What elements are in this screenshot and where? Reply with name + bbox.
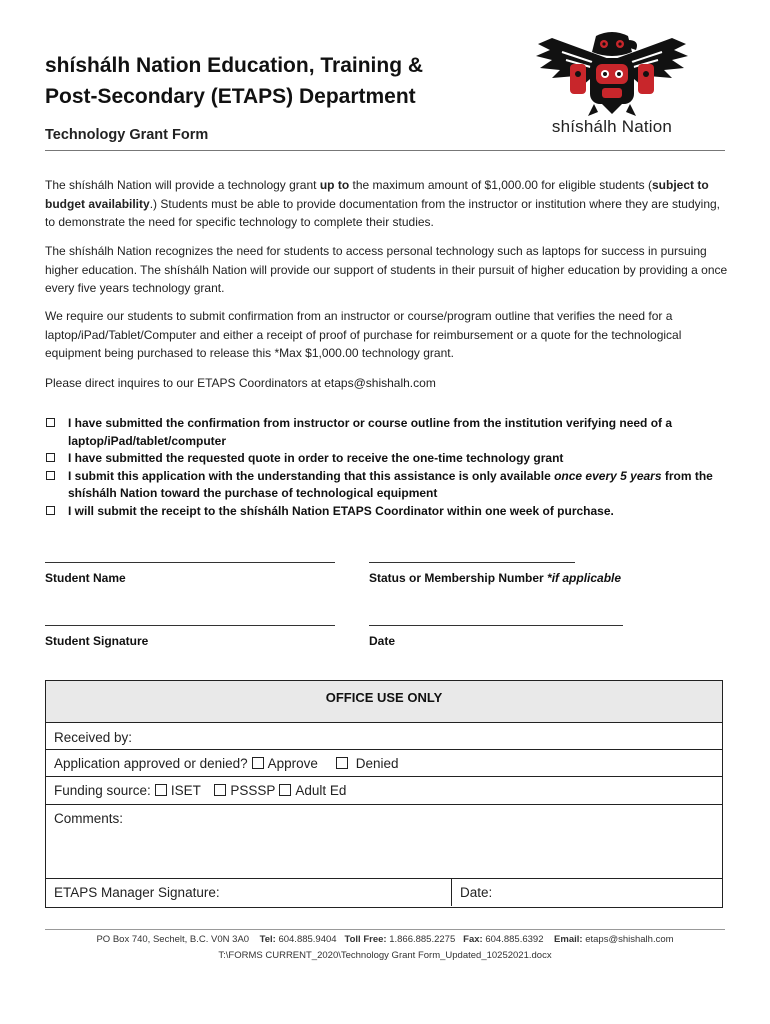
checklist-item-label: I have submitted the confirmation from instructor or course outline from the institution verifying need of a laptop/iPad/tablet/computer bbox=[68, 416, 673, 448]
checklist-item bbox=[45, 503, 735, 521]
intro-emphasis-upto: up to bbox=[319, 178, 350, 192]
received-by-row bbox=[46, 722, 722, 750]
intro-paragraph bbox=[45, 176, 730, 232]
footer-tollfree: 1.866.885.2275 bbox=[389, 934, 456, 945]
approve-checkbox[interactable] bbox=[252, 757, 264, 769]
office-date-label[interactable]: Date: bbox=[460, 885, 493, 900]
checklist-item bbox=[45, 468, 735, 503]
footer-tel: 604.885.9404 bbox=[278, 934, 337, 945]
checkbox[interactable] bbox=[46, 453, 55, 462]
denied-checkbox[interactable] bbox=[336, 757, 348, 769]
psssp-checkbox[interactable] bbox=[214, 784, 226, 796]
intro-text-3: .) Students must be able to provide documentation from the instructor or institution where they are studying, to demonstrate the need for specific technology to complete their studies. bbox=[45, 196, 721, 229]
student-signature-label: Student Signature bbox=[45, 634, 149, 648]
approval-row bbox=[46, 750, 722, 777]
page-title bbox=[45, 50, 485, 112]
approve-label: Approve bbox=[267, 756, 318, 771]
checklist-item-label: I submit this application with the understanding that this assistance is only available bbox=[68, 468, 555, 483]
footer-address: PO Box 740, Sechelt, B.C. V0N 3A0 bbox=[96, 934, 250, 945]
declaration-checklist bbox=[45, 415, 735, 520]
adult-ed-checkbox[interactable] bbox=[279, 784, 291, 796]
recognition-paragraph: The shíshálh Nation recognizes the need for students to access personal technology such as laptops for success in pursuing higher education. The shíshálh Nation will provide our support of students in their pursuit of higher education by providing a once every five years technology grant. bbox=[45, 244, 728, 295]
comments-label: Comments: bbox=[54, 811, 124, 826]
footer-email[interactable]: etaps@shishalh.com bbox=[585, 934, 674, 945]
iset-label: ISET bbox=[170, 783, 201, 798]
manager-signature-label[interactable]: ETAPS Manager Signature: bbox=[54, 885, 220, 900]
denied-label: Denied bbox=[355, 756, 399, 771]
funding-row bbox=[46, 777, 722, 805]
checklist-item bbox=[45, 415, 735, 450]
footer-divider bbox=[45, 929, 725, 930]
form-name: Technology Grant Form bbox=[45, 127, 209, 143]
student-name-line[interactable] bbox=[45, 562, 335, 563]
logo-wordmark: shíshálh Nation bbox=[551, 117, 673, 136]
intro-text-2: the maximum amount of $1,000.00 for eligible students ( bbox=[349, 178, 652, 192]
date-line[interactable] bbox=[369, 625, 623, 626]
intro-emphasis-budget: subject to budget availability bbox=[45, 178, 709, 211]
status-number-line[interactable] bbox=[369, 562, 575, 563]
psssp-label: PSSSP bbox=[230, 783, 276, 798]
footer-filepath: T:\FORMS CURRENT_2020\Technology Grant Form_Updated_10252021.docx bbox=[218, 950, 552, 961]
checklist-item bbox=[45, 450, 735, 468]
checkbox[interactable] bbox=[46, 471, 55, 480]
status-number-note: *if applicable bbox=[547, 571, 622, 585]
checkbox[interactable] bbox=[46, 506, 55, 515]
status-number-label bbox=[369, 571, 621, 585]
footer-fax: 604.885.6392 bbox=[485, 934, 544, 945]
signature-date-divider bbox=[451, 879, 452, 906]
contact-paragraph: Please direct inquires to our ETAPS Coordinators at etaps@shishalh.com bbox=[45, 376, 436, 390]
header-divider bbox=[45, 150, 725, 151]
status-number-text: Status or Membership Number bbox=[369, 571, 548, 585]
student-signature-line[interactable] bbox=[45, 625, 335, 626]
adult-ed-label: Adult Ed bbox=[295, 783, 347, 798]
footer-email-label: Email: bbox=[554, 934, 583, 945]
date-label: Date bbox=[369, 634, 396, 648]
requirements-paragraph: We require our students to submit confirmation from an instructor or course/program outline that verifies the need for a laptop/iPad/Tablet/Computer and either a receipt of proof of purchase for reimbursement or a quote for the technological equipment being purchased to release this *Max $1,000.00 technology grant. bbox=[45, 309, 682, 360]
funding-label: Funding source: bbox=[54, 783, 151, 798]
footer-fax-label: Fax: bbox=[463, 934, 483, 945]
approval-question: Application approved or denied? bbox=[54, 756, 248, 771]
office-use-heading: OFFICE USE ONLY bbox=[46, 681, 722, 723]
footer-tel-label: Tel: bbox=[259, 934, 276, 945]
footer-tollfree-label: Toll Free: bbox=[344, 934, 387, 945]
student-name-label: Student Name bbox=[45, 571, 126, 585]
checklist-item-label: I will submit the receipt to the shíshálh Nation ETAPS Coordinator within one week of purchase. bbox=[68, 503, 614, 518]
checklist-item-label: from the shíshálh Nation toward the purchase of technological equipment bbox=[68, 468, 713, 500]
title-line-2: Post-Secondary (ETAPS) Department bbox=[45, 85, 416, 108]
intro-text-1: The shíshálh Nation will provide a technology grant bbox=[45, 178, 320, 192]
office-use-table bbox=[45, 680, 723, 908]
received-by-label: Received by: bbox=[54, 730, 133, 745]
comments-row[interactable] bbox=[46, 805, 722, 879]
checklist-item-emphasis: once every 5 years bbox=[554, 468, 662, 483]
checkbox[interactable] bbox=[46, 418, 55, 427]
iset-checkbox[interactable] bbox=[155, 784, 167, 796]
footer-contact bbox=[45, 934, 725, 945]
checklist-item-label: I have submitted the requested quote in order to receive the one-time technology grant bbox=[68, 451, 564, 465]
title-line-1: shíshálh Nation Education, Training & bbox=[45, 54, 424, 77]
manager-signature-row bbox=[46, 879, 722, 906]
